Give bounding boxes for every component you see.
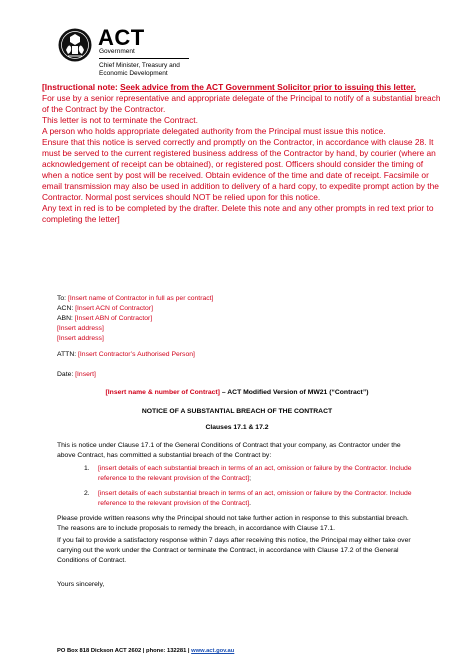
list-item-text: [insert details of each substantial breach in terms of an act, omission or failure by the Contractor. Include reference to the relevant provision of the Contract] (98, 490, 412, 507)
contract-name-placeholder: [Insert name & number of Contract] (105, 389, 220, 396)
note-paragraph: For use by a senior representative and appropriate delegate of the Principal to notify of a substantial breach of the Contract by the Contractor. (42, 93, 441, 114)
breach-list (84, 464, 420, 484)
closing: Yours sincerely, (57, 581, 105, 588)
note-lead (42, 82, 442, 93)
recipient-address-block (57, 294, 213, 344)
act-crest-icon (58, 28, 92, 62)
logo-divider (99, 58, 189, 59)
note-paragraph: Ensure that this notice is served correctly and promptly on the Contractor, in accordance with clause 28. It must be served to the current registered business address of the Contractor by hand, by courier (where an acknowledgement of receipt can be obtained), or registered post. Officers should consider the timing of when a notice sent by post will be received. Obtain evidence of the time and date of receipt. Facsimile or email transmission may also be used in addition to delivery of a hard copy, to expedite prompt action by the Contractor. Normal post services should NOT be relied upon for this notice. (42, 137, 439, 202)
logo-subtitle: Government (99, 48, 135, 55)
list-item-number: 2. (84, 490, 90, 497)
note-advice: Seek advice from the ACT Government Solicitor prior to issuing this letter. (120, 82, 416, 92)
date-label: Date: (57, 371, 76, 378)
to-line (57, 294, 213, 304)
note-paragraph: A person who holds appropriate delegated authority from the Principal must issue this notice. (42, 126, 386, 136)
date-value: [Insert] (75, 371, 96, 378)
abn-value: [Insert ABN of Contractor] (74, 315, 153, 322)
acn-label: ACN: (57, 305, 76, 312)
list-item-text: [insert details of each substantial breach in terms of an act, omission or failure by the Contractor. Include reference to the relevant provision of the Contract] (98, 465, 412, 482)
address-line-1: [Insert address] (57, 325, 104, 332)
notice-title: NOTICE OF A SUBSTANTIAL BREACH OF THE CONTRACT (141, 408, 333, 415)
list-item-punct: . (249, 500, 252, 507)
contract-version: – ACT Modified Version of MW21 (“Contract”) (219, 389, 369, 396)
reasons-paragraph: Please provide written reasons why the Principal should not take further action in response to this substantial breach. The reasons are to include proposals to remedy the breach, in accordance with Clause 17.1. (57, 515, 409, 532)
footer (57, 648, 234, 654)
attn-label: ATTN: (57, 351, 79, 358)
attention-line (57, 351, 195, 358)
note-label: Instructional note: (44, 82, 121, 92)
list-item (84, 464, 420, 484)
intro-paragraph: This is notice under Clause 17.1 of the General Conditions of Contract that your company, as Contractor under the above Contract, has committed a substantial breach of the Contract by: (57, 442, 401, 459)
list-item (84, 489, 420, 509)
abn-line (57, 314, 213, 324)
list-item-number: 1. (84, 465, 90, 472)
footer-text: PO Box 818 Dickson ACT 2602 | phone: 132281 | (57, 648, 192, 654)
acn-line (57, 304, 213, 314)
note-bracket: [ (42, 82, 45, 92)
list-item-punct: ; (249, 475, 252, 482)
directorate-line-1: Chief Minister, Treasury and (99, 62, 180, 69)
directorate-line-2: Economic Development (99, 70, 168, 77)
acn-value: [Insert ACN of Contractor] (75, 305, 153, 312)
instructional-note (42, 82, 442, 225)
act-government-logo (58, 25, 198, 82)
consequence-paragraph: If you fail to provide a satisfactory response within 7 days after receiving this notice, the Principal may either take over carrying out the work under the Contract or terminate the Contract, in accordance with Clause 17.2 of the General Conditions of Contract. (57, 537, 411, 564)
breach-list (84, 489, 420, 509)
contract-reference (0, 389, 474, 396)
attn-value: [Insert Contractor’s Authorised Person] (78, 351, 195, 358)
to-value: [Insert name of Contractor in full as per contract] (67, 295, 214, 302)
note-paragraph: This letter is not to terminate the Contract. (42, 115, 198, 125)
to-label: To: (57, 295, 68, 302)
note-paragraph: Any text in red is to be completed by the drafter. Delete this note and any other prompts in red text prior to completing the letter] (42, 203, 434, 224)
clauses-heading: Clauses 17.1 & 17.2 (205, 424, 269, 431)
logo-title: ACT (98, 25, 145, 50)
address-line-2: [Insert address] (57, 335, 104, 342)
date-line (57, 371, 96, 378)
abn-label: ABN: (57, 315, 75, 322)
website-link[interactable]: www.act.gov.au (191, 648, 235, 654)
